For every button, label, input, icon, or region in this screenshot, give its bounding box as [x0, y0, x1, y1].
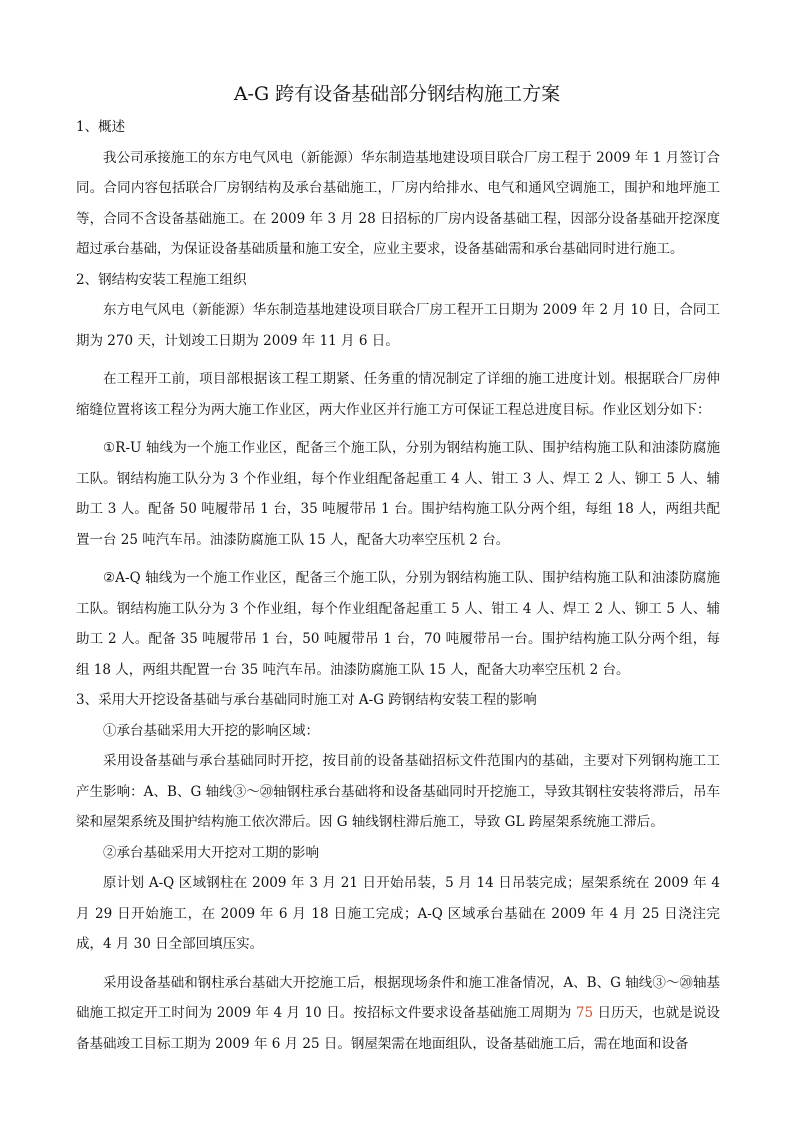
- section-3-subheading-2: ②承台基础采用大开挖对工期的影响: [103, 844, 319, 861]
- section-2-paragraph-3: ①R-U 轴线为一个施工作业区，配备三个施工队，分别为钢结构施工队、围护结构施工队和油漆防腐施工队。钢结构施工队分为 3 个作业组，每个作业组配备起重工 4 人、钳工 3 人、焊工 2 人、铆工 5 人、辅助工 3 人。配备 50 吨履带吊 1 台，35 吨履带吊 1 台。围护结构施工队分两个组，每组 18 人，两组共配置一台 25 吨汽车吊。油漆防腐施工队 15 人，配备大功率空压机 2 台。: [76, 440, 720, 548]
- section-2-paragraph-2: 在工程开工前，项目部根据该工程工期紧、任务重的情况制定了详细的施工进度计划。根据联合厂房伸缩缝位置将该工程分为两大施工作业区，两大作业区并行施工方可保证工程总进度目标。作业区划分如下：: [76, 371, 720, 418]
- section-3-paragraph-1: 采用设备基础与承台基础同时开挖，按目前的设备基础招标文件范围内的基础，主要对下列钢构施工工产生影响：A、B、G 轴线③～⑳轴钢柱承台基础将和设备基础同时开挖施工，导致其钢柱安装将滞后，吊车梁和屋架系统及围护结构施工依次滞后。因 G 轴线钢柱滞后施工，导致 GL 跨屋架系统施工滞后。: [76, 753, 720, 830]
- section-2-paragraph-1: 东方电气风电（新能源）华东制造基地建设项目联合厂房工程开工日期为 2009 年 2 月 10 日，合同工期为 270 天，计划竣工日期为 2009 年 11 月 6 日。: [76, 302, 720, 349]
- section-3-paragraph-3: [76, 968, 720, 1060]
- highlighted-number: 75: [575, 1005, 594, 1021]
- section-1-heading: 1、概述: [76, 119, 126, 135]
- section-2-paragraph-4: ②A-Q 轴线为一个施工作业区，配备三个施工队，分别为钢结构施工队、围护结构施工队和油漆防腐施工队。钢结构施工队分为 3 个作业组，每个作业组配备起重工 5 人、钳工 4 人、焊工 2 人、铆工 5 人、辅助工 2 人。配备 35 吨履带吊 1 台，50 吨履带吊 1 台，70 吨履带吊一台。围护结构施工队分两个组，每组 18 人，两组共配置一台 35 吨汽车吊。油漆防腐施工队 15 人，配备大功率空压机 2 台。: [76, 570, 720, 678]
- section-3-subheading-1: ①承台基础采用大开挖的影响区域：: [103, 722, 319, 739]
- paragraph-text-part-a: 采用设备基础和钢柱承台基础大开挖施工后，根据现场条件和施工准备情况，A、B、G 轴线③～⑳轴基础施工拟定开工时间为 2009 年 4 月 10 日。按招标文件要求设备基础施工周期为: [76, 974, 720, 1021]
- section-1-paragraph-1: 我公司承接施工的东方电气风电（新能源）华东制造基地建设项目联合厂房工程于 2009 年 1 月签订合同。合同内容包括联合厂房钢结构及承台基础施工，厂房内给排水、电气和通风空调施工，围护和地坪施工等，合同不含设备基础施工。在 2009 年 3 月 28 日招标的厂房内设备基础工程，因部分设备基础开挖深度超过承台基础，为保证设备基础质量和施工安全，应业主要求，设备基础需和承台基础同时进行施工。: [76, 149, 720, 257]
- document-body: [76, 112, 720, 1059]
- section-2-heading: 2、钢结构安装工程施工组织: [76, 271, 247, 288]
- paragraph-text-part-b: 日历天，也就是说设备基础竣工目标工期为 2009 年 6 月 25 日。钢屋架需在地面组队，设备基础施工后，需在地面和设备: [76, 1005, 720, 1052]
- section-3-heading: 3、采用大开挖设备基础与承台基础同时施工对 A-G 跨钢结构安装工程的影响: [76, 692, 537, 708]
- document-title: A-G 跨有设备基础部分钢结构施工方案: [233, 83, 561, 105]
- section-3-paragraph-2: 原计划 A-Q 区域钢柱在 2009 年 3 月 21 日开始吊装，5 月 14 日吊装完成；屋架系统在 2009 年 4 月 29 日开始施工，在 2009 年 6 月 18 日施工完成；A-Q 区域承台基础在 2009 年 4 月 25 日浇注完成，4 月 30 日全部回填压实。: [76, 875, 720, 952]
